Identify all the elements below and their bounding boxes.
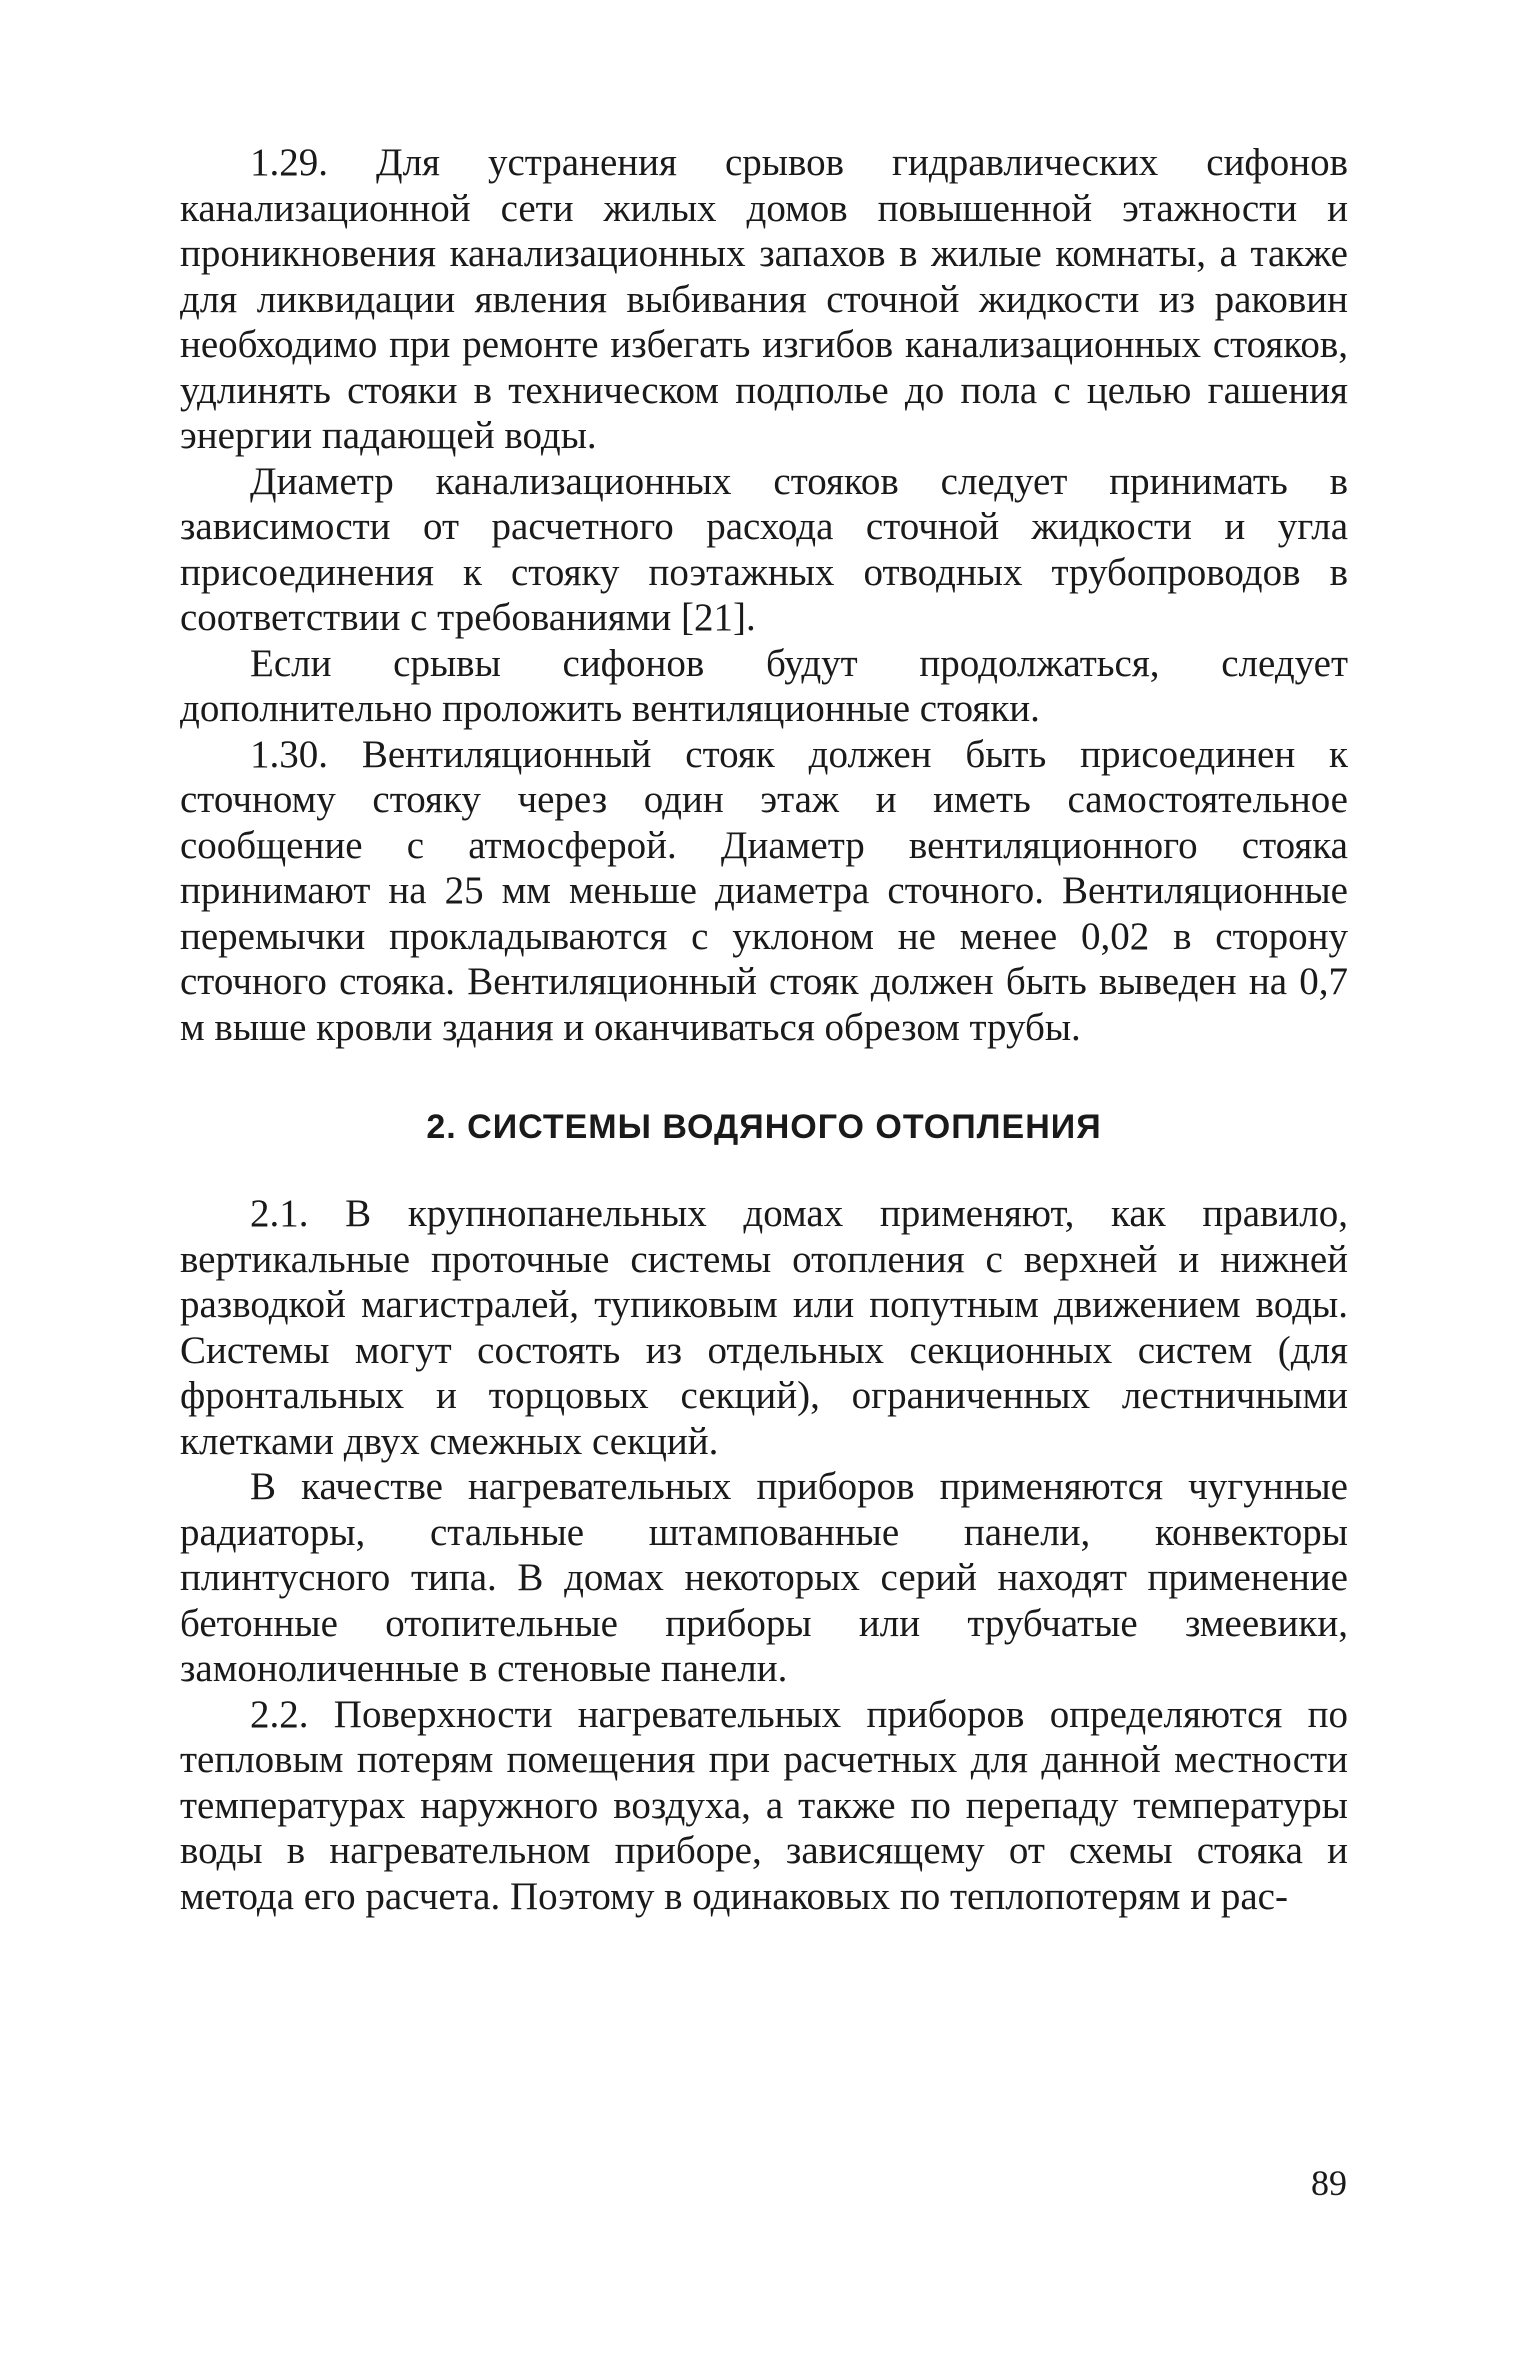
paragraph-text: В качестве нагревательных приборов применяются чугунные радиаторы, стальные штампованные панели, конвекторы плинтусного типа. В домах некоторых серий находят применение бетонные отопительные приборы или трубчатые змеевики, замоноличенные в стеновые панели. xyxy=(180,1465,1348,1690)
paragraph-text: В крупнопанельных домах применяют, как правило, вертикальные проточные системы отопления с верхней и нижней разводкой магистралей, тупиковым или попутным движением воды. Системы могут состоять из отдельных секционных систем (для фронтальных и торцовых секций), ограниченных лестничными клетками двух смежных секций. xyxy=(180,1192,1349,1463)
clause-number: 1.30. xyxy=(250,732,328,776)
paragraph-text: Вентиляционный стояк должен быть присоединен к сточному стояку через один этаж и иметь самостоятельное сообщение с атмосферой. Диаметр вентиляционного стояка принимают на 25 мм меньше диаметра сточного. Вентиляционные перемычки прокладываются с уклоном не менее 0,02 в сторону сточного стояка. Вентиляционный стояк должен быть выведен на 0,7 м выше кровли здания и оканчиваться обрезом трубы. xyxy=(180,732,1348,1049)
clause-number: 1.29. xyxy=(250,141,328,184)
document-page xyxy=(180,140,1348,1919)
paragraph-text: Поверхности нагревательных приборов определяются по тепловым потерям помещения при расчетных для данной местности температурах наружного воздуха, а также по перепаду температуры воды в нагревательном приборе, зависящему от схемы стояка и метода его расчета. Поэтому в одинаковых по теплопотерям и рас- xyxy=(180,1692,1349,1918)
paragraph-2-2 xyxy=(180,1692,1348,1920)
paragraph-text: Если срывы сифонов будут продолжаться, следует дополнительно проложить вентиляционные стояки. xyxy=(180,641,1348,730)
paragraph-text: Для устранения срывов гидравлических сифонов канализационной сети жилых домов повышенной этажности и проникновения канализационных запахов в жилые комнаты, а также для ликвидации явления выбивания сточной жидкости из раковин необходимо при ремонте избегать изгибов канализационных стояков, удлинять стояки в техническом подполье до пола с целью гашения энергии падающей воды. xyxy=(180,141,1348,457)
clause-number: 2.2. xyxy=(250,1692,309,1736)
section-heading: 2. СИСТЕМЫ ВОДЯНОГО ОТОПЛЕНИЯ xyxy=(426,1108,1102,1146)
paragraph-text: Диаметр канализационных стояков следует принимать в зависимости от расчетного расхода сточной жидкости и угла присоединения к стояку поэтажных отводных трубопроводов в соответствии с требованиями [21]. xyxy=(180,459,1348,639)
paragraph-2-1 xyxy=(180,1191,1348,1464)
paragraph-riser-diameter xyxy=(180,459,1348,641)
page-number: 89 xyxy=(1311,2163,1347,2203)
paragraph-1-29 xyxy=(180,140,1348,459)
paragraph-1-30 xyxy=(180,732,1348,1051)
paragraph-heating-devices xyxy=(180,1464,1348,1692)
clause-number: 2.1. xyxy=(250,1192,309,1235)
paragraph-siphon-breaks xyxy=(180,641,1348,732)
